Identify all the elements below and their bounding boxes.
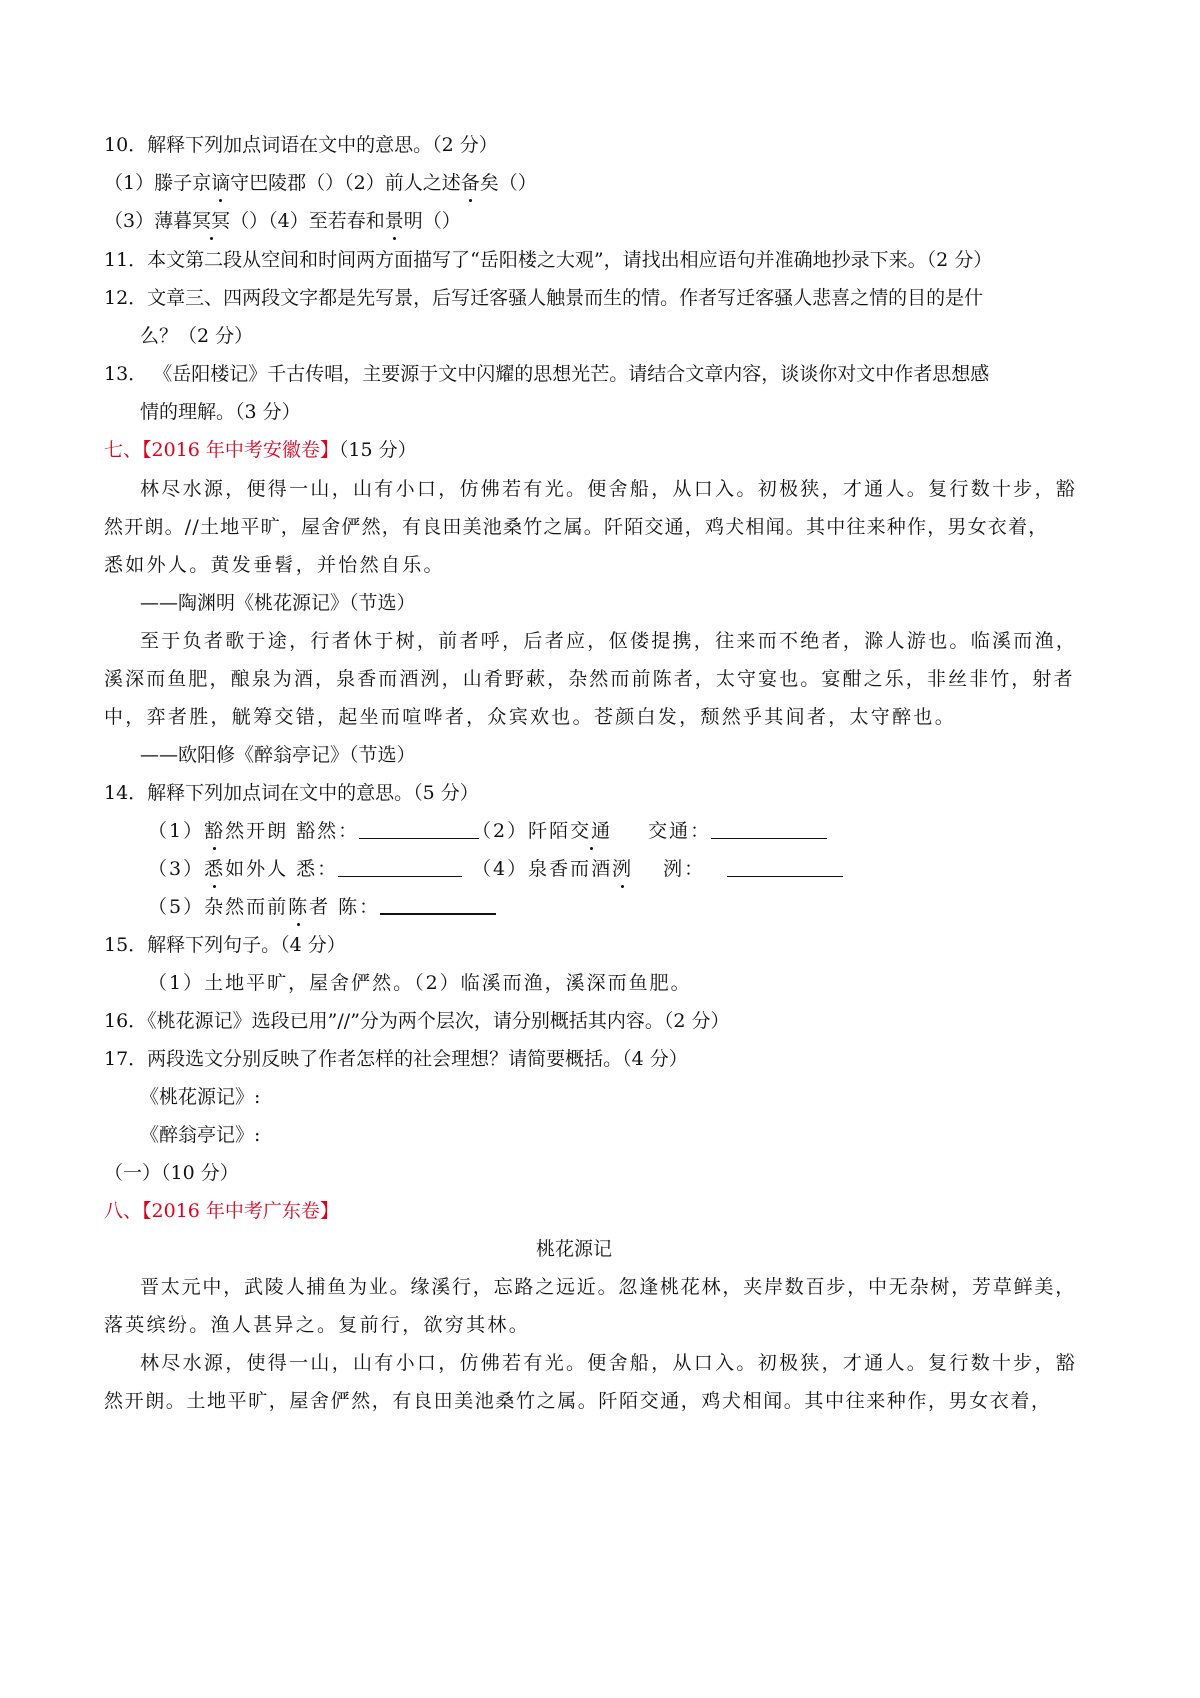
q12-line1: 12．文章三、四两段文字都是先写景，后写迁客骚人触景而生的情。作者写迁客骚人悲喜之情的目的是什: [104, 287, 984, 309]
q13-line2: 情的理解。（3 分）: [140, 401, 301, 423]
q10-line2: （3）薄暮冥冥（）（4）至若春和景明（）: [104, 210, 461, 232]
passage-2-source: ——欧阳修《醉翁亭记》（节选）: [140, 744, 416, 766]
q10-line1: （1）滕子京谪守巴陵郡（）（2）前人之述备矣（）: [104, 172, 537, 194]
q14-item-3: （3）悉如外人 悉：: [148, 856, 462, 882]
section-8-heading: 八、【2016 年中考广东卷】: [104, 1200, 339, 1222]
passage-3-line: 落英缤纷。渔人甚异之。复前行，欲穷其林。: [104, 1314, 531, 1336]
emphasis-dot-char: 冥冥: [192, 210, 231, 232]
emphasis-dot-char: 备: [460, 172, 480, 194]
q15-line: （1）土地平旷，屋舍俨然。（2）临溪而渔，溪深而鱼肥。: [148, 972, 692, 994]
passage-1-line: 悉如外人。黄发垂髫，并怡然自乐。: [104, 554, 445, 576]
q16-text: 16．《桃花源记》选段已用”//”分为两个层次，请分别概括其内容。（2 分）: [104, 1010, 730, 1032]
passage-2-line: 溪深而鱼肥，酿泉为酒，泉香而酒洌，山肴野蔌，杂然而前陈者，太守宴也。宴酣之乐，非丝非竹，射者: [104, 668, 1075, 690]
answer-blank[interactable]: [711, 820, 827, 839]
emphasis-dot-char: 交通: [570, 820, 613, 842]
passage-1-line: 林尽水源，便得一山，山有小口，仿佛若有光。便舍船，从口入。初极狭，才通人。复行数十步，豁: [140, 478, 1078, 500]
emphasis-dot-char: 景: [384, 210, 404, 232]
emphasis-dot-char: 悉: [204, 858, 226, 880]
section-7-heading: 七、【2016 年中考安徽卷】（15 分）: [104, 439, 417, 461]
q17-answer-1-label: 《桃花源记》:: [140, 1086, 261, 1108]
passage-3-line: 晋太元中，武陵人捕鱼为业。缘溪行，忘路之远近。忽逢桃花林，夹岸数百步，中无杂树，芳草鲜美，: [140, 1276, 1077, 1298]
passage-2-line: 至于负者歌于途，行者休于树，前者呼，后者应，伛偻提携，往来而不绝者，滁人游也。临溪而渔，: [140, 630, 1078, 652]
q12-line2: 么？（2 分）: [140, 325, 254, 347]
emphasis-dot-char: 陈: [288, 896, 310, 918]
passage-2-line: 中，弈者胜，觥筹交错，起坐而喧哗者，众宾欢也。苍颜白发，颓然乎其间者，太守醉也。: [104, 706, 957, 728]
answer-blank[interactable]: [359, 820, 479, 839]
q14-item-2: （2）阡陌交通 交通：: [472, 818, 827, 844]
answer-blank[interactable]: [338, 858, 462, 877]
q13-line1: 13． 《岳阳楼记》千古传唱，主要源于文中闪耀的思想光芒。请结合文章内容，谈谈你对文中作者思想感: [104, 363, 990, 385]
passage-1-source: ——陶渊明《桃花源记》（节选）: [140, 592, 416, 614]
q17-stem: 17．两段选文分别反映了作者怎样的社会理想？请简要概括。（4 分）: [104, 1048, 688, 1070]
emphasis-dot-char: 豁: [204, 820, 226, 842]
q17-answer-2-label: 《醉翁亭记》:: [140, 1124, 261, 1146]
passage-4-line: 林尽水源，使得一山，山有小口，仿佛若有光。便舍船，从口入。初极狭，才通人。复行数十步，豁: [140, 1352, 1078, 1374]
q14-item-1: （1）豁然开朗 豁然：: [148, 818, 479, 844]
answer-blank[interactable]: [380, 895, 496, 915]
passage-1-line: 然开朗。//土地平旷，屋舍俨然，有良田美池桑竹之属。阡陌交通，鸡犬相闻。其中往来种作，男女衣着，: [104, 516, 1049, 538]
passage-4-line: 然开朗。土地平旷，屋舍俨然，有良田美池桑竹之属。阡陌交通，鸡犬相闻。其中往来种作，男女衣着，: [104, 1390, 1052, 1412]
q10-stem: 10．解释下列加点词语在文中的意思。（2 分）: [104, 134, 498, 156]
q11-text: 11．本文第二段从空间和时间两方面描写了“岳阳楼之大观”，请找出相应语句并准确地抄录下来。（2 分）: [104, 249, 993, 271]
part-1-label: （一）（10 分）: [104, 1162, 239, 1184]
emphasis-dot-char: 洌: [612, 858, 634, 880]
q14-item-5: （5）杂然而前陈者 陈：: [148, 894, 496, 920]
q14-item-4: （4）泉香而酒洌 洌：: [472, 856, 843, 882]
q15-stem: 15．解释下列句子。（4 分）: [104, 934, 346, 956]
emphasis-dot-char: 谪: [211, 172, 231, 194]
passage-title: 桃花源记: [536, 1238, 613, 1260]
q14-stem: 14．解释下列加点词在文中的意思。（5 分）: [104, 782, 479, 804]
answer-blank[interactable]: [727, 858, 843, 877]
